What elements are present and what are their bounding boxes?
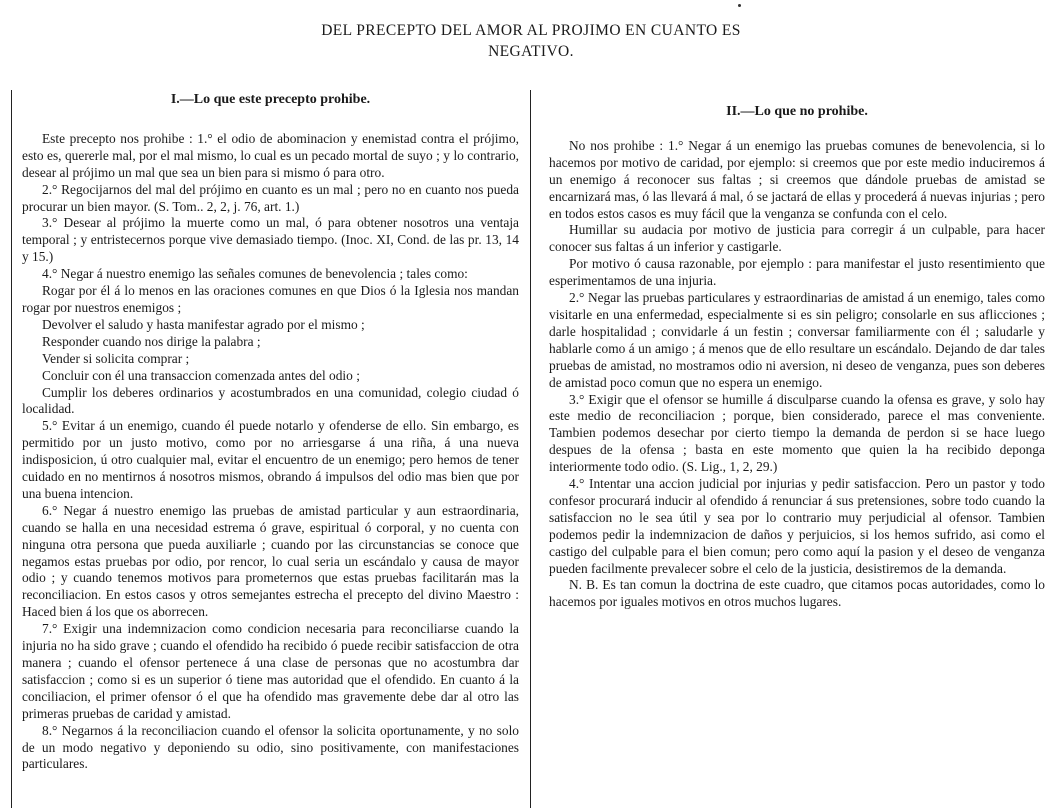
list-item: Rogar por él á lo menos en las oraciones comunes en que Dios ó la Iglesia nos mandan rogar por nuestros enemigos ; [22,283,519,315]
left-column-heading: I.—Lo que este precepto prohibe. [170,92,371,107]
page-title-line-2: NEGATIVO. [488,43,574,60]
paragraph: Por motivo ó causa razonable, por ejemplo : para manifestar el justo resentimiento que esperimentamos de una injuria. [549,256,1045,289]
list-item: Cumplir los deberes ordinarios y acostumbrados en una comunidad, colegio ciudad ó localidad. [22,384,519,417]
paragraph: 4.° Negar á nuestro enemigo las señales comunes de benevolencia ; tales como: [42,266,468,282]
list-item: Devolver el saludo y hasta manifestar agrado por el mismo ; [42,316,365,332]
paragraph: 4.° Intentar una accion judicial por injurias y pedir satisfaccion. Pero un pastor y todo confesor procurará inducir al ofendido á renunciar á sus pretensiones, sobre todo cuando la satisfaccion no le sea útil y sea por lo contrario muy perjudicial al ofensor. Tambien podemos pedir la indemnizacion de daños y perjuicios, si los hemos sufrido, asi como el castigo del culpable para el bien comun; pero como aquí la pasion y el deseo de venganza pueden facilmente prevalecer sobre el celo de la justicia, desistiremos de la demanda. [549,476,1045,576]
right-column [549,104,1045,611]
print-speck [738,4,741,7]
list-item: Concluir con él una transaccion comenzada antes del odio ; [42,367,360,383]
paragraph: 8.° Negarnos á la reconciliacion cuando el ofensor la solicita oportunamente, y no solo de un modo negativo y deponiendo su odio, sino positivamente, con manifestaciones particulares. [22,722,519,772]
left-column [22,92,519,773]
right-column-heading: II.—Lo que no prohibe. [726,104,868,119]
paragraph: Este precepto nos prohibe : 1.° el odio de abominacion y enemistad contra el prójimo, esto es, quererle mal, por el mal mismo, lo cual es un pecado mortal de suyo ; y lo contrario, desear al prójimo un mal que sea un bien para si mismo ó para otro. [22,130,519,180]
center-column-rule [530,90,531,808]
paragraph: Humillar su audacia por motivo de justicia para corregir á un culpable, para hacer conocer sus faltas á un inferior y castigarle. [549,222,1045,255]
paragraph: 5.° Evitar á un enemigo, cuando él puede notarlo y ofenderse de ello. Sin embargo, es permitido por un justo motivo, como por no arriesgarse á una riña, á una nueva indisposicion, ú otro cualquier mal, evitar el encuentro de un enemigo; pero hemos de tener cuidado en no mentirnos á nosotros mismos, obrando á impulsos del odio mas bien que por una buena intencion. [22,418,519,501]
list-item: Responder cuando nos dirige la palabra ; [42,333,261,349]
paragraph: 3.° Desear al prójimo la muerte como un mal, ó para obtener nosotros una ventaja temporal ; y entristecernos porque vive demasiado tiempo. (Inoc. XI, Cond. de las pr. 13, 14 y 15.) [22,215,519,265]
page-title-line-1: DEL PRECEPTO DEL AMOR AL PROJIMO EN CUANTO ES [321,22,741,39]
paragraph: 2.° Negar las pruebas particulares y estraordinarias de amistad á un enemigo, tales como visitarle en una enfermedad, especialmente si es sin peligro; consolarle en sus aflicciones ; darle hospitalidad ; convidarle á un festin ; conversar familiarmente con él ; saludarle y hablarle como á un amigo ; á menos que de ello resultare un escándalo. Dejando de dar tales pruebas de amistad, no mostramos odio ni aversion, ni deseo de venganza, pues son deberes de amistad poco comun que no espera un enemigo. [549,290,1045,390]
paragraph: 3.° Exigir que el ofensor se humille á disculparse cuando la ofensa es grave, y solo hay este medio de reconciliacion ; porque, bien considerado, parece el mas conveniente. Tambien podemos desechar por cierto tiempo la demanda de perdon si se hace luego despues de la ofensa ; basta en este momento que quien la ha recibido deponga interiormente todo odio. (S. Lig., 1, 2, 29.) [549,391,1045,475]
paragraph: No nos prohibe : 1.° Negar á un enemigo las pruebas comunes de benevolencia, si lo hacemos por motivo de caridad, por ejemplo: si creemos que por este medio induciremos á un enemigo á reconocer sus faltas ; si creemos que dándole pruebas de amistad se encarnizará mas, ó las llevará á mal, ó se jactará de ellas y procederá á nuevas injurias ; pero en todos estos casos es muy fácil que la venganza se confunda con el celo. [549,137,1045,221]
paragraph: 2.° Regocijarnos del mal del prójimo en cuanto es un mal ; pero no en cuanto nos pueda procurar un bien mayor. (S. Tom.. 2, 2, j. 76, art. 1.) [22,181,519,214]
left-column-rule [11,90,12,808]
paragraph: 6.° Negar á nuestro enemigo las pruebas de amistad particular y aun estraordinaria, cuando se halla en una necesidad estrema ó grave, espiritual ó corporal, y no cuenta con ninguna otra persona que pueda auxiliarle ; cuando por las circunstancias se conoce que negamos estas pruebas por odio, por rencor, lo cual seria un escándalo y causa de mayor odio ; y cuando tenemos motivos para prometernos que estas pruebas facilitarán mas la reconciliacion. En estos casos y otros semejantes estrecha el precepto del divino Maestro : Haced bien á los que os aborrecen. [22,502,519,620]
page-title [0,20,1062,62]
list-item: Vender si solicita comprar ; [42,350,190,366]
paragraph: 7.° Exigir una indemnizacion como condicion necesaria para reconciliarse cuando la injuria no ha sido grave ; cuando el ofendido ha recibido ó puede recibir satisfaccion de otra manera ; cuando el ofensor pertenece á una clase de personas que no acostumbra dar satisfaccion ; como si es un superior ó tiene mas autoridad que el ofendido. En cuanto á la conciliacion, el primer ofensor ó el que ha ofendido mas gravemente debe dar al otro las primeras pruebas de caridad y amistad. [22,621,519,721]
note-paragraph: N. B. Es tan comun la doctrina de este cuadro, que citamos pocas autoridades, como lo hacemos por iguales motivos en otros muchos lugares. [549,577,1045,610]
